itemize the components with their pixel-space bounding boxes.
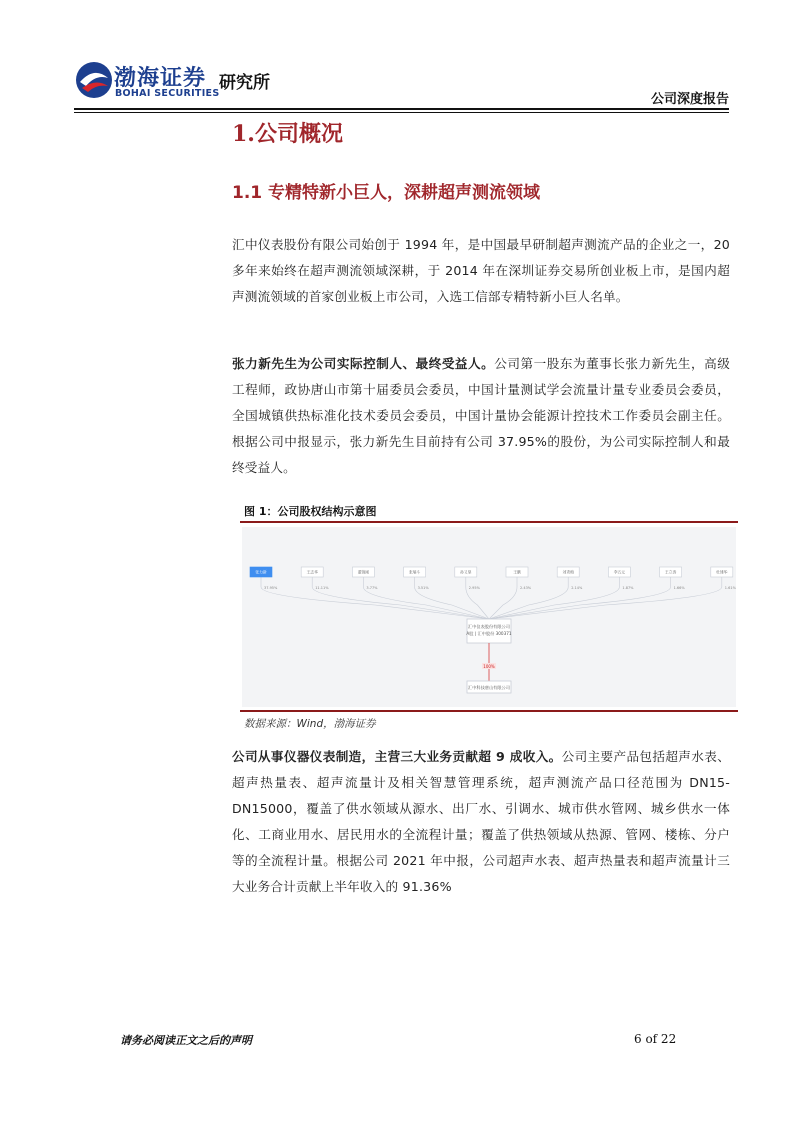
paragraph-business bbox=[232, 744, 730, 900]
shareholder-pct: 3.77% bbox=[366, 586, 378, 590]
shareholder-pct: 3.51% bbox=[417, 586, 429, 590]
shareholder-name: 杜建华 bbox=[716, 569, 728, 575]
shareholder-edge bbox=[489, 577, 722, 619]
shareholder-name: 董锦刚 bbox=[357, 569, 370, 575]
brand-logo bbox=[74, 60, 274, 104]
shareholder-pct: 1.66% bbox=[673, 586, 685, 590]
shareholder-edge bbox=[466, 577, 489, 619]
shareholder-name: 张瑞斗 bbox=[408, 569, 421, 575]
shareholder-edge bbox=[489, 577, 671, 619]
paragraph-company-intro: 汇中仪表股份有限公司始创于 1994 年，是中国最早研制超声测流产品的企业之一，20 多年来始终在超声测流领域深耕，于 2014 年在深圳证券交易所创业板上市，是国内超声测流领域的首家创业板上市公司，入选工信部专精特新小巨人名单。 bbox=[232, 237, 730, 304]
shareholder-pct: 2.43% bbox=[520, 586, 532, 590]
paragraph-controller bbox=[232, 351, 730, 481]
company-node-name: 汇中仪表股份有限公司 bbox=[468, 624, 510, 629]
shareholder-edge bbox=[489, 577, 517, 619]
footer-disclaimer: 请务必阅读正文之后的声明 bbox=[120, 1034, 252, 1047]
bohai-logo-icon bbox=[74, 60, 114, 100]
shareholder-edge bbox=[415, 577, 489, 619]
paragraph-business-body: 公司主要产品包括超声水表、超声热量表、超声流量计及相关智慧管理系统，超声测流产品口径范围为 DN15-DN15000，覆盖了供水领域从源水、出厂水、引调水、城市供水管网、城乡供水一体化、工商业用水、居民用水的全流程计量；覆盖了供热领域从热源、管网、楼栋、分户等的全流程计量。根据公司 2021 年中报，公司超声水表、超声热量表和超声流量计三大业务合计贡献上半年收入的 91.36% bbox=[232, 749, 730, 894]
paragraph-controller-lead: 张力新先生为公司实际控制人、最终受益人。 bbox=[232, 356, 495, 371]
figure-title: 图 1：公司股权结构示意图 bbox=[244, 505, 377, 518]
shareholder-edge bbox=[261, 577, 489, 619]
figure-bottom-rule bbox=[240, 710, 738, 712]
shareholder-edge bbox=[312, 577, 489, 619]
ownership-diagram bbox=[242, 527, 736, 707]
shareholder-pct: 2.14% bbox=[571, 586, 583, 590]
page-number: 6 of 22 bbox=[634, 1032, 677, 1046]
brand-name-en: BOHAI SECURITIES bbox=[115, 88, 220, 99]
shareholder-name: 王立涛 bbox=[664, 569, 677, 575]
shareholder-name: 孙又坚 bbox=[460, 569, 472, 575]
shareholder-pct: 2.95% bbox=[468, 586, 480, 590]
figure-top-rule bbox=[240, 521, 738, 523]
section-title: 1.公司概况 bbox=[232, 121, 343, 147]
shareholder-name: 刘秀梅 bbox=[562, 569, 574, 575]
shareholder-name: 王鹏 bbox=[513, 569, 521, 575]
subsidiary-node-name: 汇中科技唐山有限公司 bbox=[468, 685, 510, 690]
header-divider-thin bbox=[74, 112, 729, 113]
shareholder-name: 王志华 bbox=[306, 569, 318, 575]
section-subtitle: 1.1 专精特新小巨人，深耕超声测流领域 bbox=[232, 183, 541, 203]
report-type-label: 公司深度报告 bbox=[650, 92, 729, 107]
shareholder-pct: 1.87% bbox=[622, 586, 634, 590]
header-divider bbox=[74, 108, 729, 110]
shareholder-pct: 11.11% bbox=[315, 586, 329, 590]
figure-source: 数据来源：Wind，渤海证券 bbox=[244, 718, 376, 730]
company-node-code: A股 | 汇中股份 300371 bbox=[466, 631, 512, 636]
ownership-diagram-svg bbox=[242, 527, 736, 707]
brand-name-cn: 渤海证券 bbox=[114, 65, 207, 91]
shareholder-name: 李五元 bbox=[613, 569, 626, 575]
institute-label: 研究所 bbox=[219, 73, 270, 93]
subsidiary-pct: 100% bbox=[483, 664, 495, 669]
shareholder-edge bbox=[363, 577, 489, 619]
shareholder-name: 张力新 bbox=[255, 569, 267, 575]
paragraph-business-lead: 公司从事仪器仪表制造，主营三大业务贡献超 9 成收入。 bbox=[232, 749, 562, 764]
paragraph-controller-body: 公司第一股东为董事长张力新先生，高级工程师，政协唐山市第十届委员会委员，中国计量测试学会流量计量专业委员会委员，全国城镇供热标准化技术委员会委员，中国计量协会能源计控技术工作委员会副主任。根据公司中报显示，张力新先生目前持有公司 37.95%的股份，为公司实际控制人和最终受益人。 bbox=[232, 356, 731, 475]
shareholder-pct: 37.95% bbox=[264, 586, 278, 590]
shareholder-pct: 1.61% bbox=[724, 586, 736, 590]
